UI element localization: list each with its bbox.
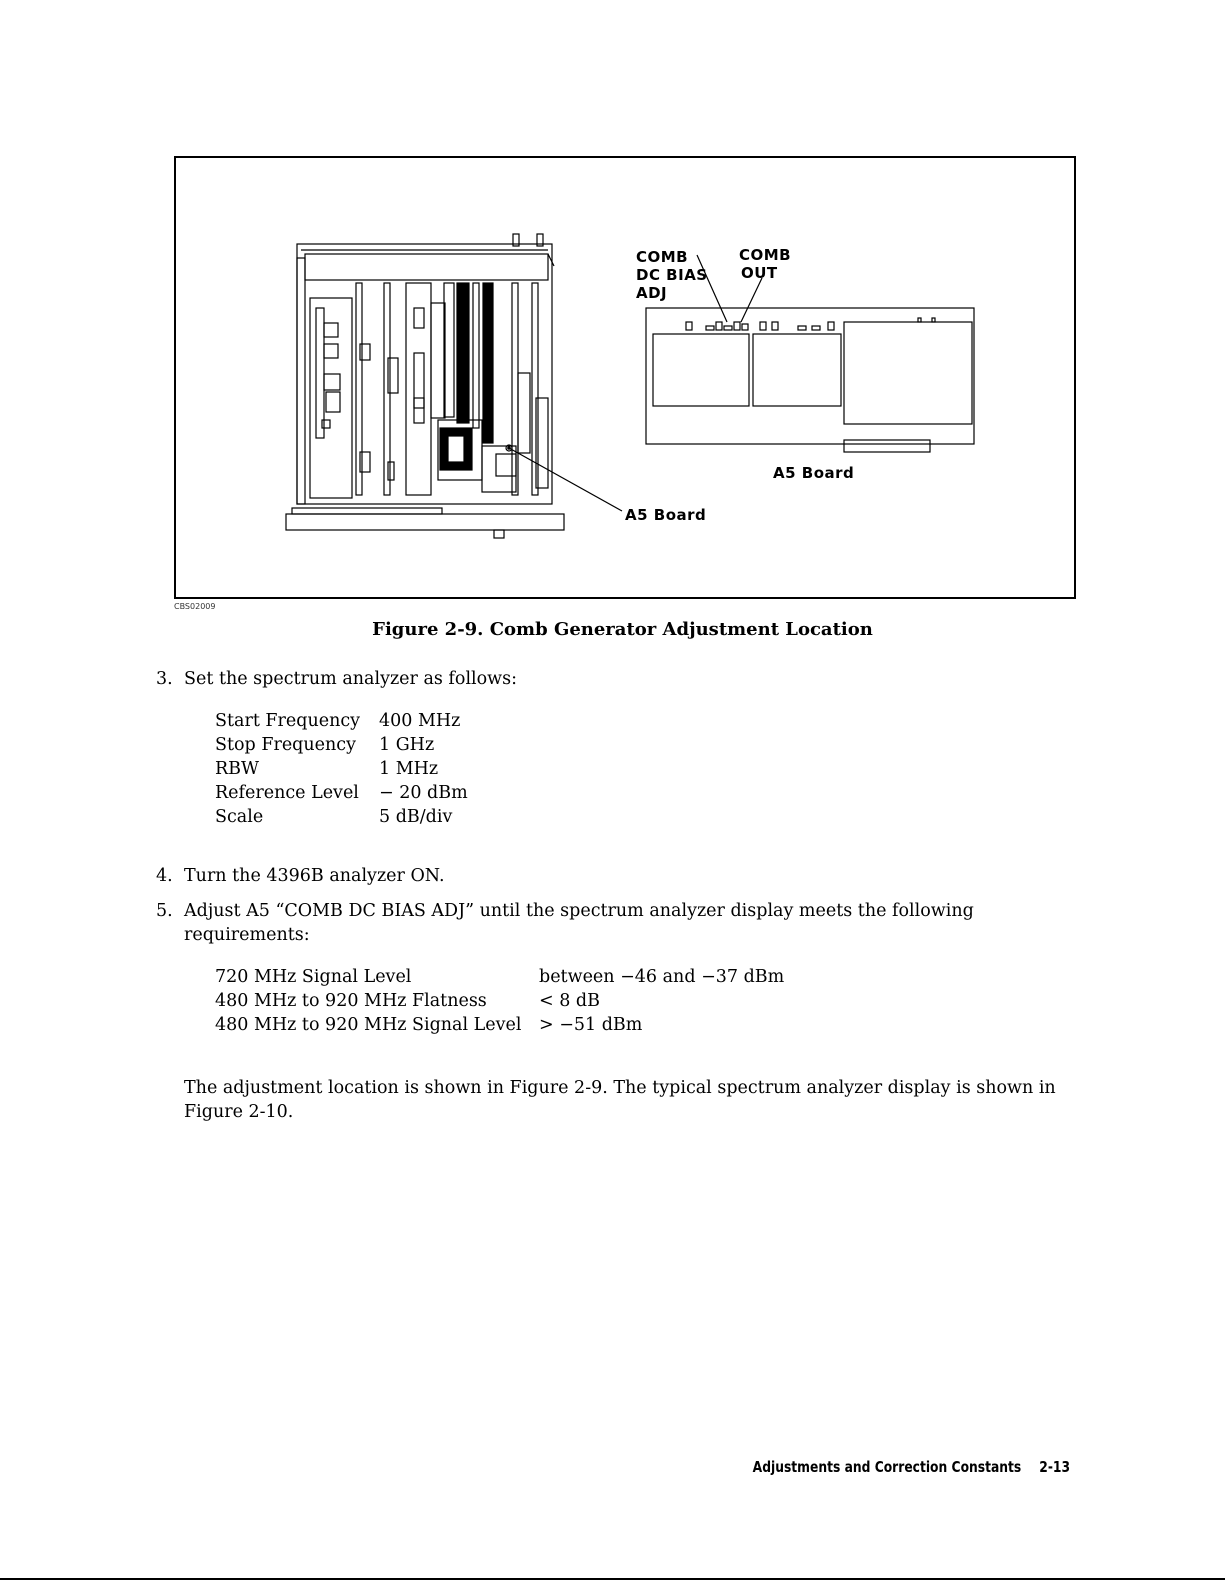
requirement-name: 480 MHz to 920 MHz Signal Level [215, 1015, 522, 1035]
requirement-name: 480 MHz to 920 MHz Flatness [215, 991, 487, 1011]
table-row [215, 1013, 784, 1037]
setting-name: Reference Level [215, 783, 359, 803]
table-row [215, 709, 468, 733]
table-row [215, 757, 468, 781]
requirement-value: < 8 dB [539, 991, 600, 1011]
step-text: Set the spectrum analyzer as follows: [184, 669, 518, 689]
a5-board-chassis-label: A5 Board [625, 506, 707, 524]
comb-out-label-line2: OUT [741, 264, 778, 282]
requirement-value: > −51 dBm [539, 1015, 643, 1035]
step-5-note: The adjustment location is shown in Figure 2-9. The typical spectrum analyzer display is shown in Figure 2-10. [184, 1078, 1056, 1122]
figure-caption: Figure 2-9. Comb Generator Adjustment Location [372, 619, 873, 640]
setting-name: Scale [215, 807, 264, 827]
step-4 [156, 864, 445, 888]
table-row [215, 989, 784, 1013]
setting-name: Stop Frequency [215, 735, 356, 755]
setting-value: 400 MHz [379, 711, 461, 731]
setting-value: 1 GHz [379, 735, 435, 755]
comb-dc-bias-label-line2: DC BIAS [636, 266, 708, 284]
comb-dc-bias-label-line1: COMB [636, 248, 689, 266]
table-row [215, 965, 784, 989]
step-text: Turn the 4396B analyzer ON. [184, 866, 445, 886]
bottom-rule [0, 1578, 1225, 1580]
step-5-text: Adjust A5 “COMB DC BIAS ADJ” until the spectrum analyzer display meets the following requirements: [184, 901, 974, 945]
table-row [215, 733, 468, 757]
comb-dc-bias-label-line3: ADJ [636, 284, 668, 302]
table-row [215, 781, 468, 805]
footer-section-title: Adjustments and Correction Constants [752, 1458, 1022, 1476]
setting-value: 1 MHz [379, 759, 439, 779]
page-footer [753, 1458, 1070, 1476]
setting-value: 5 dB/div [379, 807, 453, 827]
a5-board-detail [646, 255, 974, 452]
step-5 [156, 899, 184, 923]
requirement-name: 720 MHz Signal Level [215, 967, 412, 987]
step-number: 4. [156, 866, 173, 886]
a5-board-detail-label: A5 Board [773, 464, 855, 482]
step-number: 5. [156, 901, 173, 921]
comb-out-label-line1: COMB [739, 246, 792, 264]
setting-name: RBW [215, 759, 260, 779]
setting-value: − 20 dBm [379, 783, 468, 803]
setting-name: Start Frequency [215, 711, 361, 731]
figure-id: CBS02009 [174, 602, 216, 611]
page-number: 2-13 [1039, 1458, 1070, 1476]
table-row [215, 805, 468, 829]
chassis-top-view [286, 234, 622, 538]
step-3 [156, 667, 517, 691]
requirement-value: between −46 and −37 dBm [539, 967, 785, 987]
requirements-table [215, 965, 784, 1037]
figure-frame [174, 156, 1076, 599]
spectrum-analyzer-settings-table [215, 709, 468, 829]
step-number: 3. [156, 669, 173, 689]
comb-generator-diagram [176, 158, 1074, 597]
